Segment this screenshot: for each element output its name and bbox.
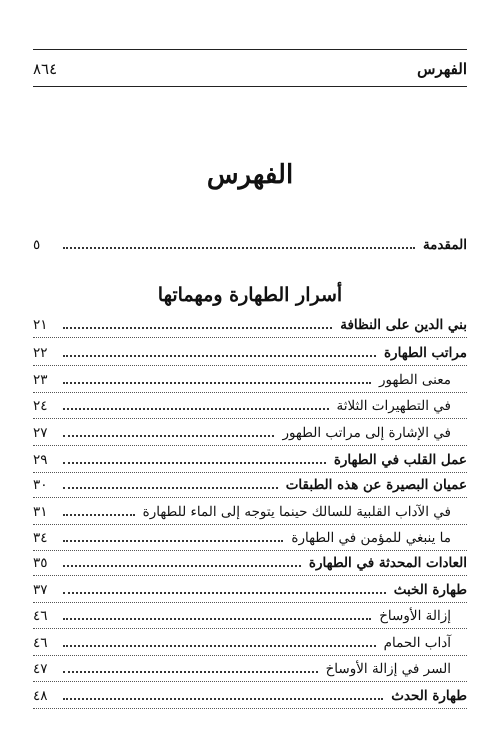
toc-entry-intro[interactable] xyxy=(33,233,467,255)
toc-entry-page: ٥ xyxy=(33,237,41,253)
toc-entry-page: ٣٥ xyxy=(33,555,48,571)
leader-dots xyxy=(63,645,376,647)
top-rule xyxy=(33,49,467,50)
row-separator xyxy=(33,392,467,393)
toc-entry-page: ٤٨ xyxy=(33,688,48,704)
toc-entry[interactable] xyxy=(33,473,467,495)
header-rule xyxy=(33,86,467,87)
toc-entry[interactable] xyxy=(33,684,467,706)
row-separator xyxy=(33,708,467,709)
toc-entry[interactable] xyxy=(33,631,467,653)
toc-entry[interactable] xyxy=(33,421,467,443)
toc-entry-label: مراتب الطهارة xyxy=(383,345,467,361)
toc-entry-label: معنى الطهور xyxy=(378,372,451,388)
toc-entry-page: ٢٤ xyxy=(33,398,48,414)
toc-entry-label: في الإشارة إلى مراتب الطهور xyxy=(282,425,451,441)
leader-dots xyxy=(63,355,376,357)
toc-entry-label: في التطهيرات الثلاثة xyxy=(336,398,451,414)
leader-dots xyxy=(63,435,274,437)
page-title: الفهرس xyxy=(206,160,294,190)
toc-entry[interactable] xyxy=(33,368,467,390)
toc-entry-page: ٤٦ xyxy=(33,608,48,624)
row-separator xyxy=(33,681,467,682)
toc-entry-page: ٣٤ xyxy=(33,530,48,546)
toc-entry-label: آداب الحمام xyxy=(383,635,451,651)
toc-entry-page: ٢٣ xyxy=(33,372,48,388)
toc-entry-label: إزالة الأوساخ xyxy=(379,608,451,624)
leader-dots xyxy=(63,565,301,567)
toc-entry-label: العادات المحدثة في الطهارة xyxy=(308,555,467,571)
row-separator xyxy=(33,418,467,419)
toc-entry[interactable] xyxy=(33,604,467,626)
leader-dots xyxy=(63,382,371,384)
row-separator xyxy=(33,365,467,366)
row-separator xyxy=(33,628,467,629)
leader-dots xyxy=(63,247,415,249)
row-separator xyxy=(33,575,467,576)
row-separator xyxy=(33,655,467,656)
row-separator xyxy=(33,602,467,603)
row-separator xyxy=(33,497,467,498)
leader-dots xyxy=(63,540,283,542)
toc-entry-label: طهارة الخبث xyxy=(393,582,467,598)
leader-dots xyxy=(63,698,383,700)
toc-entry-label: ما ينبغي للمؤمن في الطهارة xyxy=(291,530,451,546)
toc-entry-label: في الآداب القلبية للسالك حينما يتوجه إلى الماء للطهارة xyxy=(142,504,451,520)
toc-entry-page: ٢٩ xyxy=(33,452,48,468)
toc-entry-page: ٣١ xyxy=(33,504,48,520)
toc-entry[interactable] xyxy=(33,578,467,600)
toc-entry-page: ٤٦ xyxy=(33,635,48,651)
leader-dots xyxy=(63,462,326,464)
leader-dots xyxy=(63,327,332,329)
toc-entry-page: ٣٧ xyxy=(33,582,48,598)
toc-entry-page: ٣٠ xyxy=(33,477,48,493)
toc-entry[interactable] xyxy=(33,526,467,548)
section-title: أسرار الطهارة ومهماتها xyxy=(157,284,343,306)
toc-entry-label: طهارة الحدث xyxy=(391,688,467,704)
toc-entry-label: عميان البصيرة عن هذه الطبقات xyxy=(285,477,467,493)
leader-dots xyxy=(63,592,386,594)
toc-entry-page: ٢٧ xyxy=(33,425,48,441)
toc-entry-label: عمل القلب في الطهارة xyxy=(333,452,467,468)
toc-entry[interactable] xyxy=(33,341,467,363)
leader-dots xyxy=(63,671,318,673)
toc-entry-page: ٤٧ xyxy=(33,661,48,677)
toc-entry-label: المقدمة xyxy=(422,237,467,253)
row-separator xyxy=(33,524,467,525)
toc-entry[interactable] xyxy=(33,657,467,679)
leader-dots xyxy=(63,618,371,620)
toc-entry[interactable] xyxy=(33,394,467,416)
toc-entry-page: ٢١ xyxy=(33,317,48,333)
row-separator xyxy=(33,445,467,446)
toc-entry[interactable] xyxy=(33,500,467,522)
running-header-title: الفهرس xyxy=(417,60,467,78)
leader-dots xyxy=(63,514,135,516)
leader-dots xyxy=(63,487,278,489)
toc-entry-label: السر في إزالة الأوساخ xyxy=(325,661,451,677)
toc-entry-label: بني الدين على النظافة xyxy=(340,317,467,333)
running-header-page-number: ٨٦٤ xyxy=(33,60,58,78)
row-separator xyxy=(33,337,467,338)
toc-entry[interactable] xyxy=(33,551,467,573)
leader-dots xyxy=(63,408,329,410)
toc-entry[interactable] xyxy=(33,448,467,470)
toc-entry-page: ٢٢ xyxy=(33,345,48,361)
toc-entry[interactable] xyxy=(33,313,467,335)
